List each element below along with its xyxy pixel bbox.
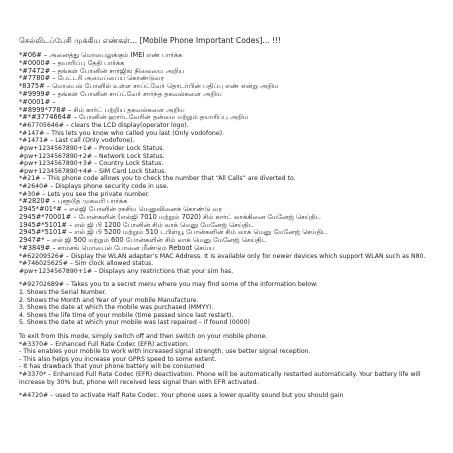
code-line: *#0000# – தயாரிப்பு தேதி பார்க்க (19, 58, 125, 67)
code-line: - It has drawback that your phone battery will be consumed (19, 363, 205, 371)
code-list (19, 52, 434, 400)
code-line: *#746025625# – Sim clock allowed status. (19, 260, 154, 268)
code-line: - This enables your mobile to work with increased signal strength, use better signal reception. (19, 348, 311, 356)
code-line: #pw+1234567890+1# – Displays any restrictions that your sim has. (19, 267, 234, 275)
code-line: *#3370* – Enhanced Full Rate Codec (EFR) deactivation. Phone will be automatically restarted automatically. Your battery life will increase by 30% but, phone will received less signal than with EFR activated. (19, 371, 423, 386)
code-line: 4. Shows the life time of your mobile (time passed since last restart). (19, 311, 234, 319)
code-line: *#2820# – புளூடூத் முகவரி பார்க்க (19, 197, 128, 206)
code-line: *#3849# – சாம்சங் மொபைல் போனை மீண்டும் Reboot செய்ய (19, 243, 215, 252)
code-line: *#21# – This phone code allows you to check the number that “All Calls” are diverted to. (19, 175, 296, 183)
code-line: #pw+1234567890+2# – Network Lock Status. (19, 152, 165, 160)
code-line: *#30# – Lets you see the private number. (19, 190, 150, 198)
code-line: *8375# – மொபைல் போனில் உள்ள சாப்ட்வேர் தொடர்பின் பதிப்பு எண் என்று அறிய (19, 82, 279, 91)
code-line: 1945#*5101# – எல் ஜி பி 1200 போனின் சிம் லாக் மெனு மேனேஜ் செய்திட (19, 220, 255, 229)
code-line: 2945#*70001# – போன்களின் (எல்ஜி 7010 மற்றும் 7020) சிம் கார்ட் லாக்கினை மேனேஜ் செய்திட (19, 212, 322, 221)
code-line: #pw+1234567890+1# – Provider Lock Status. (19, 144, 165, 152)
code-line: 3. Shows the date at which the mobile was purchased (MMYY). (19, 304, 214, 312)
code-line: *#4720# – used to activate Half Rate Codec. Your phone uses a lower quality sound but you should gain (19, 392, 344, 400)
code-line: 2947#* – எல் ஜி 500 மற்றும் 600 போன்களின் சிம் லாக் மெனு மேனேஜ் செய்திட (19, 236, 267, 245)
code-line: #pw+1234567890+3# – Country Lock Status. (19, 160, 164, 168)
code-line: To exit from this mode, simply switch off and then switch on your mobile phone. (19, 333, 268, 341)
code-line: 1. Shows the Serial Number. (19, 289, 107, 297)
code-line: 5. Shows the date at which your mobile was last repaired – if found (0000) (19, 319, 250, 327)
code-line: 2945#*5101# – எல் ஜி பி 5200 மற்றும் 510 டபிள்யூ போன்களின் சிம் லாக் மெனு மேனேஜ் செய்திட (19, 228, 328, 237)
code-line: *#147# – This lets you know who called you last (Only vodofone). (19, 129, 225, 137)
code-line: *#7780# – பேட்டரி அமைப்பைய கொண்டுவர (19, 74, 165, 83)
code-line: *#06# – அனைத்து மொபைலுக்கும் IMEI எண் பார்க்க (19, 51, 183, 59)
code-line: *#62209526# – Display the WLAN adapter’s MAC Address. It is available only for newer devices which support WLAN such as N80. (19, 252, 426, 260)
code-line: #pw+1234567890+4# – SIM Card Lock Status. (19, 167, 167, 175)
code-line: *#1471# – Last call (Only vodofone). (19, 137, 135, 145)
code-line: *#67705646# – clears the LCD display(operator logo). (19, 122, 189, 130)
code-line: 2945*#01*# – எல்ஜி போனின் ரகசிய மெனுவினைக் கொண்டு வர (19, 204, 223, 213)
code-line: *#3370# – Enhanced Full Rate Codec (EFR) activation. (19, 340, 189, 348)
code-line: *#*#3774664# – போனின் ஹார்டவேரின் தன்மை மற்றும் தயாரிப்பு அறிய (19, 113, 249, 122)
code-line: *#8999*778# – சிம் கார்ட் பற்றிய தகவல்களை அறிய (19, 105, 185, 114)
code-line: - This also helps you increase your GPRS speed to some extent. (19, 355, 217, 363)
code-line: *#0001# – (19, 97, 56, 106)
document-title: செல்லிடப்பேசி முக்கிய எண்கள்... [Mobile Phone Important Codes]... !!! (19, 36, 282, 45)
code-line: *#9999# – தங்கள் போனின் சாப்ட்வேர் சார்ந்த தகவல்களை அறிய (19, 89, 222, 98)
code-line: *#92702689# – Takes you to a secret menu where you may find some of the information below: (19, 281, 318, 289)
document-body (19, 36, 434, 446)
code-line: 2. Shows the Month and Year of your mobile Manufacture. (19, 296, 199, 304)
code-line: *#2640# – Displays phone security code in use. (19, 182, 169, 190)
code-line: *#7472# – தங்கள் போனின் சார்ஜிங் நிலையை அறிய (19, 66, 185, 75)
